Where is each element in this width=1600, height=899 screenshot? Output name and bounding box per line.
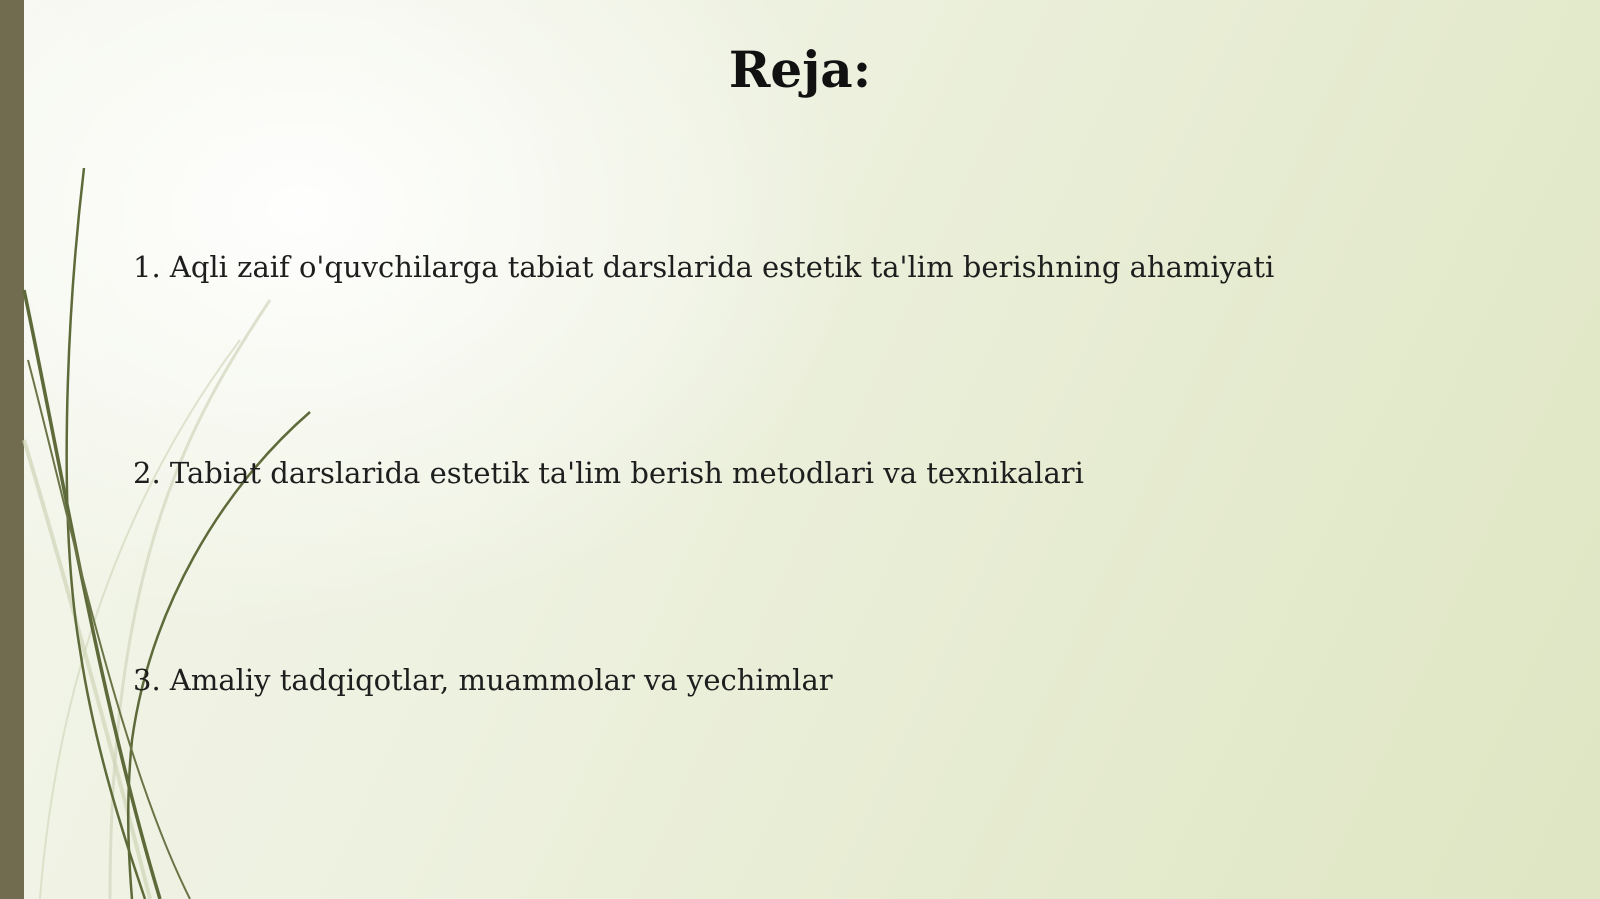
slide-title: Reja: (728, 40, 872, 99)
grass-decoration (0, 0, 360, 899)
plan-item-3: 3. Amaliy tadqiqotlar, muammolar va yechimlar (133, 663, 833, 697)
plan-item-1: 1. Aqli zaif o'quvchilarga tabiat darslarida estetik ta'lim berishning ahamiyati (133, 250, 1275, 284)
plan-item-2: 2. Tabiat darslarida estetik ta'lim berish metodlari va texnikalari (133, 456, 1084, 490)
